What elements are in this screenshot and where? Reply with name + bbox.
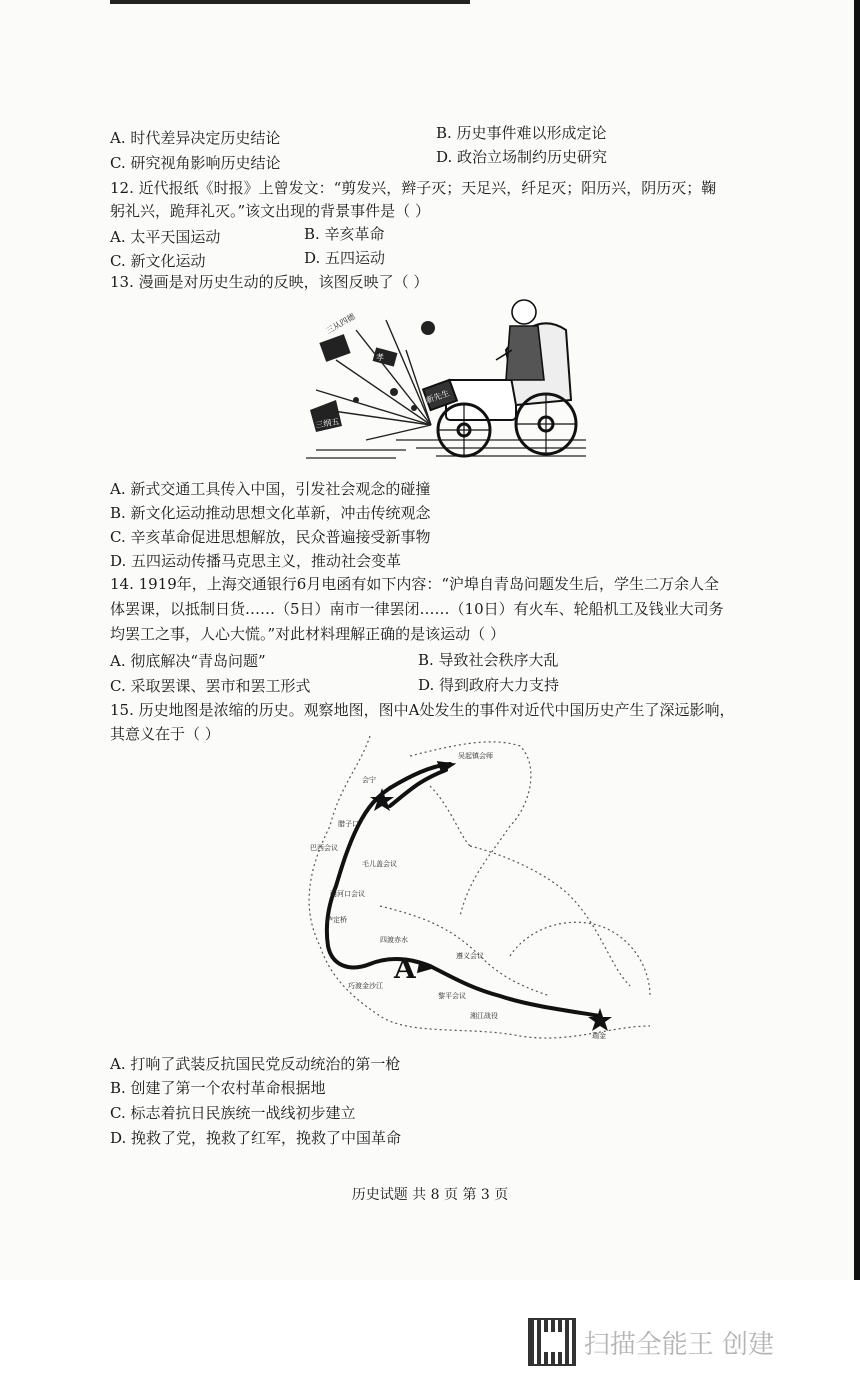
q13-option-b: B. 新文化运动推动思想文化革新，冲击传统观念 [110,504,431,522]
qr-code-icon [528,1318,576,1366]
page-footer: 历史试题 共 8 页 第 3 页 [351,1187,509,1203]
q15-option-c: C. 标志着抗日民族统一战线初步建立 [110,1104,356,1122]
q12-option-b: B. 辛亥革命 [304,225,385,243]
map-label-a: A [394,952,416,985]
q12-stem-line1: 12. 近代报纸《时报》上曾发文：“剪发兴，辫子灭；天足兴，纤足灭；阳历兴，阴历灭；鞠 [110,179,717,197]
map-label-11: 湘江战役 [470,1012,498,1020]
q13-option-c: C. 辛亥革命促进思想解放，民众普遍接受新事物 [110,528,431,546]
q15-stem-line2: 其意义在于（ ） [110,725,220,743]
q11-option-c: C. 研究视角影响历史结论 [110,154,281,172]
scanner-watermark [528,1318,774,1366]
map-label-6: 两河口会议 [330,890,365,898]
q14-stem-line1: 14. 1919年，上海交通银行6月电函有如下内容：“沪埠自青岛问题发生后，学生二万余人全 [110,575,720,593]
q11-option-d: D. 政治立场制约历史研究 [436,148,608,166]
map-label-9: 四渡赤水 [380,936,408,944]
q15-long-march-map [270,726,660,1048]
q14-option-a: A. 彻底解决“青岛问题” [110,652,266,670]
q15-stem-line1: 15. 历史地图是浓缩的历史。观察地图，图中A处发生的事件对近代中国历史产生了深远影响， [110,701,735,719]
q11-option-b: B. 历史事件难以形成定论 [436,124,607,142]
q15-option-a: A. 打响了武装反抗国民党反动统治的第一枪 [110,1055,401,1073]
map-label-4: 巴西会议 [310,844,338,852]
q12-option-c: C. 新文化运动 [110,252,206,270]
q14-option-b: B. 导致社会秩序大乱 [418,651,559,669]
q13-stem: 13. 漫画是对历史生动的反映，该图反映了（ ） [110,273,429,291]
q14-stem-line2: 体罢课，以抵制日货……（5日）南市一律罢闭……（10日）有火车、轮船机工及钱业大司务 [110,600,724,618]
q12-option-a: A. 太平天国运动 [110,228,221,246]
q13-option-a: A. 新式交通工具传入中国，引发社会观念的碰撞 [110,480,431,498]
q15-option-b: B. 创建了第一个农村革命根据地 [110,1079,326,1097]
map-label-7: 泸定桥 [326,916,347,924]
q15-option-d: D. 挽救了党，挽救了红军，挽救了中国革命 [110,1129,402,1147]
q14-stem-line3: 均罢工之事，人心大慌。”对此材料理解正确的是该运动（ ） [110,625,505,643]
map-label-10: 瑞金 [592,1032,606,1040]
map-label-5: 毛儿盖会议 [362,860,397,868]
cartoon-label-4: 新先生 [424,388,451,406]
q13-cartoon [296,290,596,468]
map-label-12: 黎平会议 [438,992,466,1000]
map-label-2: 会宁 [362,776,376,784]
q13-option-d: D. 五四运动传播马克思主义，推动社会变革 [110,552,402,570]
scan-edge-right [854,0,860,1280]
watermark-text: 扫描全能王 创建 [583,1329,774,1360]
cartoon-label-3: 三纲五 [314,416,340,430]
cartoon-label-1: 三从四德 [324,311,357,336]
q11-option-a: A. 时代差异决定历史结论 [110,129,281,147]
scan-edge [110,0,470,4]
map-label-1: 吴起镇会师 [458,752,493,760]
q14-option-d: D. 得到政府大力支持 [418,676,560,694]
q14-option-c: C. 采取罢课、罢市和罢工形式 [110,677,311,695]
map-label-8: 遵义会议 [456,952,484,960]
cartoon-label-2: 孝 [376,353,384,362]
q12-option-d: D. 五四运动 [304,249,386,267]
map-label-13: 巧渡金沙江 [348,982,383,990]
q12-stem-line2: 躬礼兴，跪拜礼灭。”该文出现的背景事件是（ ） [110,202,430,220]
map-label-3: 腊子口 [338,820,359,828]
